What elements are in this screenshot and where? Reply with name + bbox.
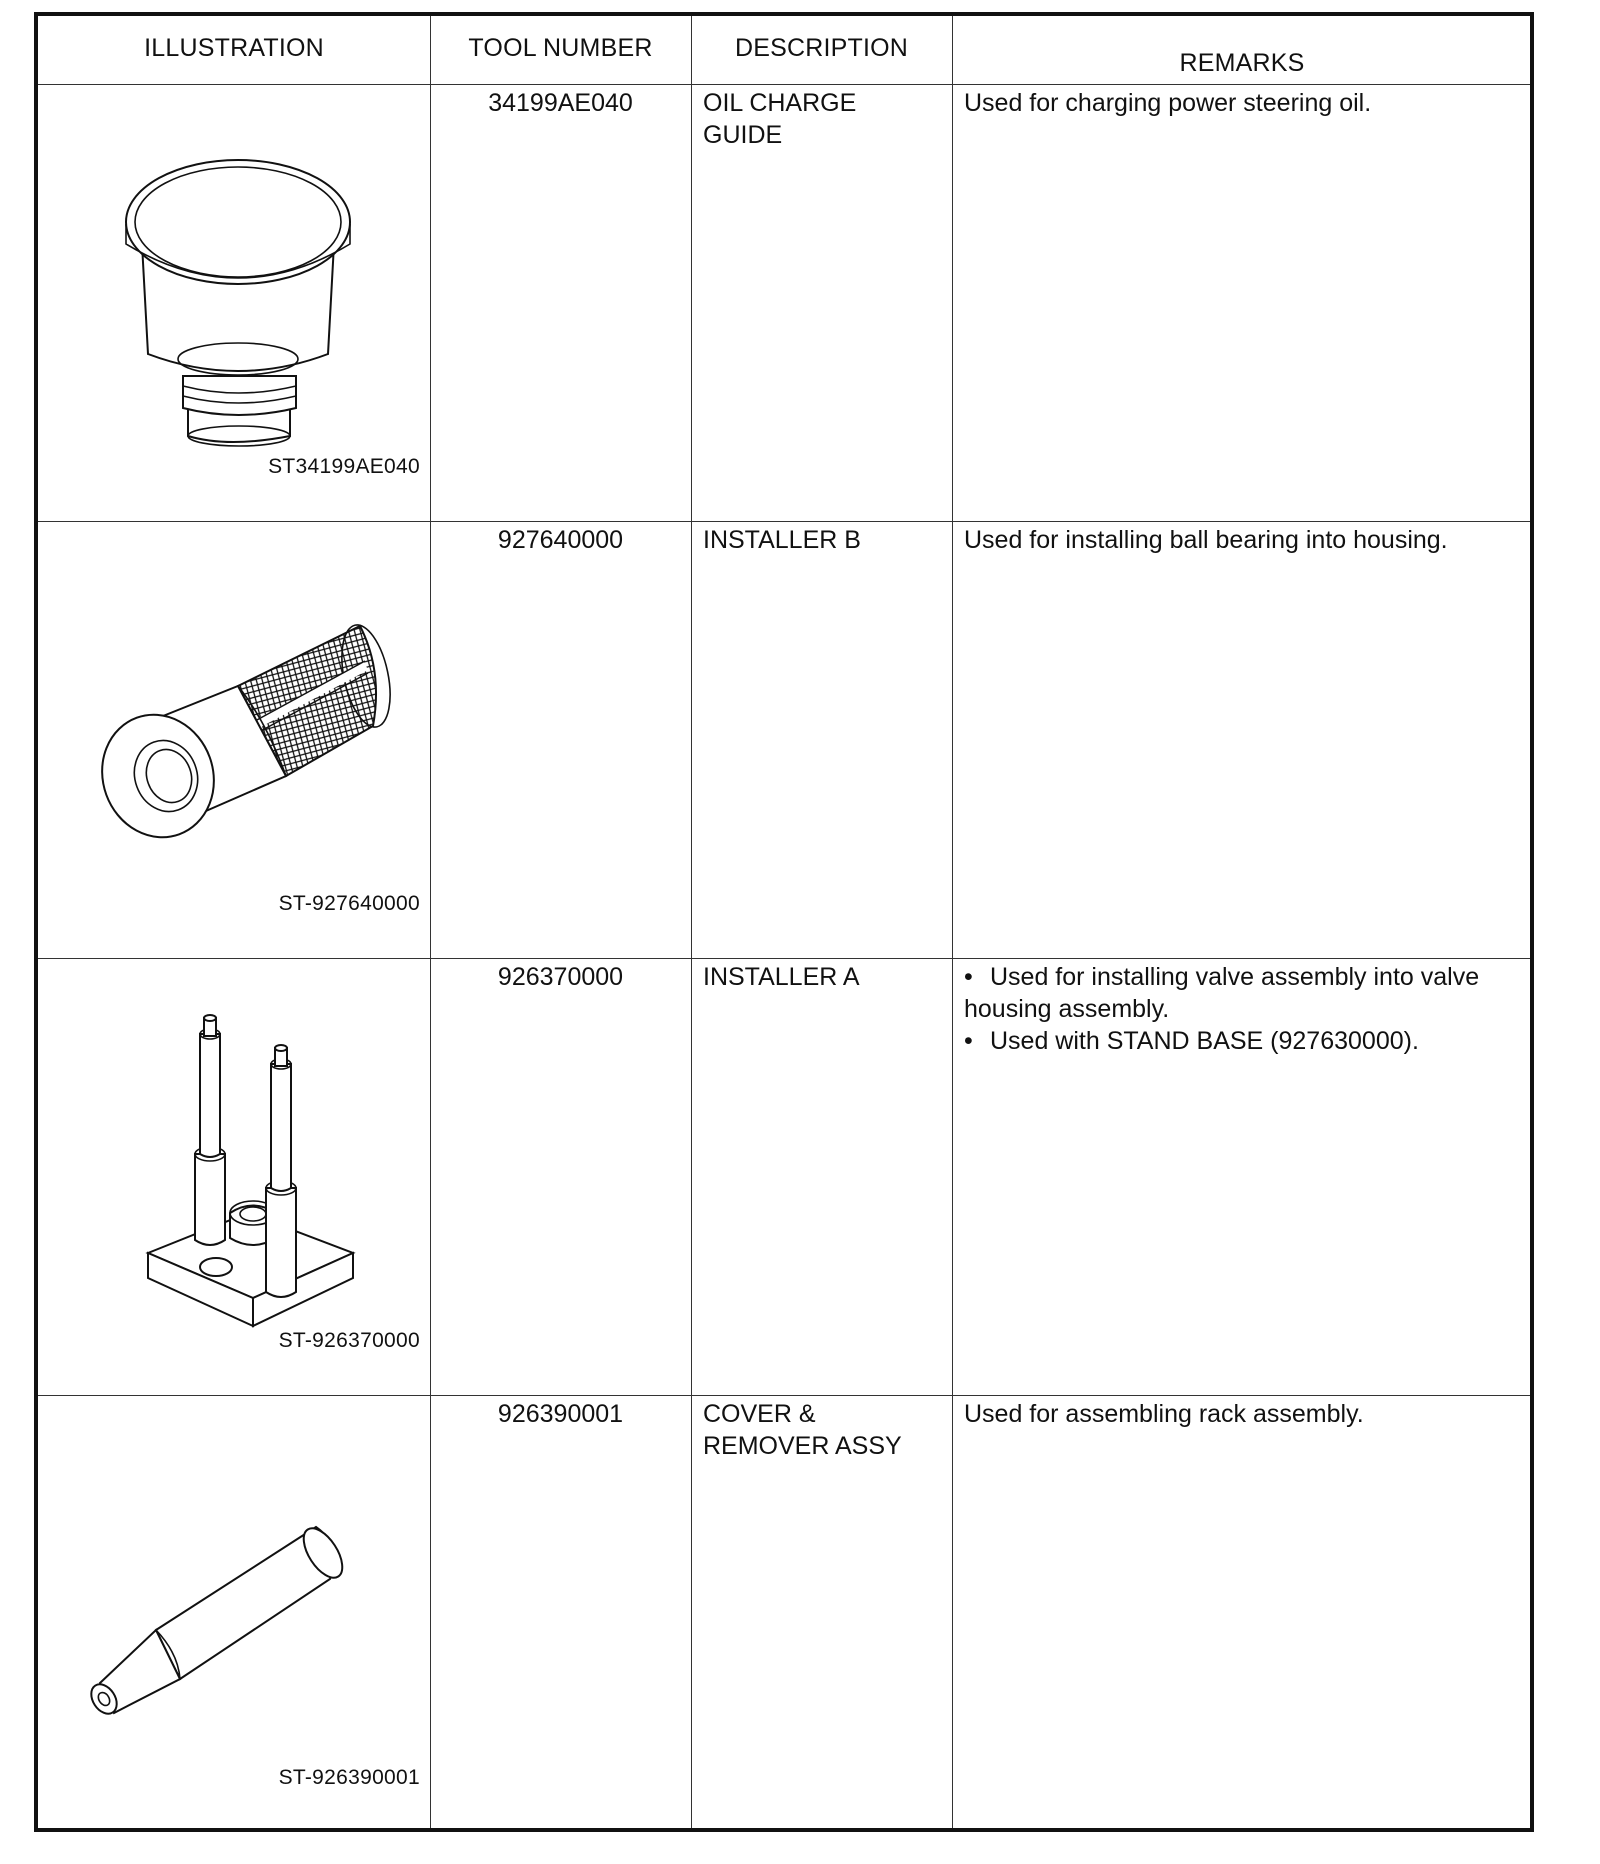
tool-number: 926390001 [497, 1400, 624, 1428]
tool-number: 926370000 [497, 963, 624, 991]
illustration-caption: ST34199AE040 [268, 455, 420, 478]
remark-text: Used for charging power steering oil. [964, 89, 1372, 117]
description-line: REMOVER ASSY [703, 1432, 902, 1460]
remark-text: Used for installing ball bearing into housing. [964, 526, 1448, 554]
remark-text: Used for installing valve assembly into valve housing assembly. [964, 963, 1480, 1023]
table-row [38, 1395, 1530, 1832]
description-line: OIL CHARGE [703, 89, 857, 117]
description [691, 958, 952, 1395]
header-illustration-label: ILLUSTRATION [144, 34, 324, 62]
remark-text: Used for assembling rack assembly. [964, 1400, 1364, 1428]
description [691, 521, 952, 958]
tool-number: 927640000 [497, 526, 624, 554]
remarks-list [964, 961, 1518, 1057]
remarks [952, 1395, 1532, 1832]
header-illustration [38, 16, 430, 84]
header-tool-number-label: TOOL NUMBER [468, 34, 653, 62]
header-tool-number [430, 16, 691, 84]
description-line: GUIDE [703, 121, 783, 149]
table-row [38, 521, 1530, 958]
illustration-cell [38, 521, 430, 958]
description [691, 1395, 952, 1832]
table-row [38, 958, 1530, 1395]
bullet-icon: • [964, 1027, 973, 1055]
table-row [38, 84, 1530, 521]
remarks-list-item [964, 1025, 1518, 1057]
header-remarks-label: REMARKS [1179, 49, 1305, 77]
illustration-cell [38, 958, 430, 1395]
illustration-caption: ST-926370000 [278, 1329, 420, 1352]
bullet-icon: • [964, 963, 973, 991]
description-line: INSTALLER B [703, 526, 861, 554]
remarks [952, 521, 1532, 958]
tool-number: 34199AE040 [488, 89, 633, 117]
remarks-list-item [964, 961, 1518, 1025]
illustration-cell [38, 1395, 430, 1832]
remark-text: Used with STAND BASE (927630000). [990, 1027, 1419, 1055]
illustration-cell [38, 84, 430, 521]
description-line: COVER & [703, 1400, 816, 1428]
description [691, 84, 952, 521]
remarks [952, 958, 1532, 1395]
description-line: INSTALLER A [703, 963, 860, 991]
illustration-caption: ST-927640000 [278, 892, 420, 915]
header-description-label: DESCRIPTION [734, 34, 909, 62]
special-tools-table [34, 12, 1534, 1832]
illustration-caption: ST-926390001 [278, 1766, 420, 1789]
header-description [691, 16, 952, 84]
header-remarks [952, 16, 1532, 84]
remarks [952, 84, 1532, 521]
